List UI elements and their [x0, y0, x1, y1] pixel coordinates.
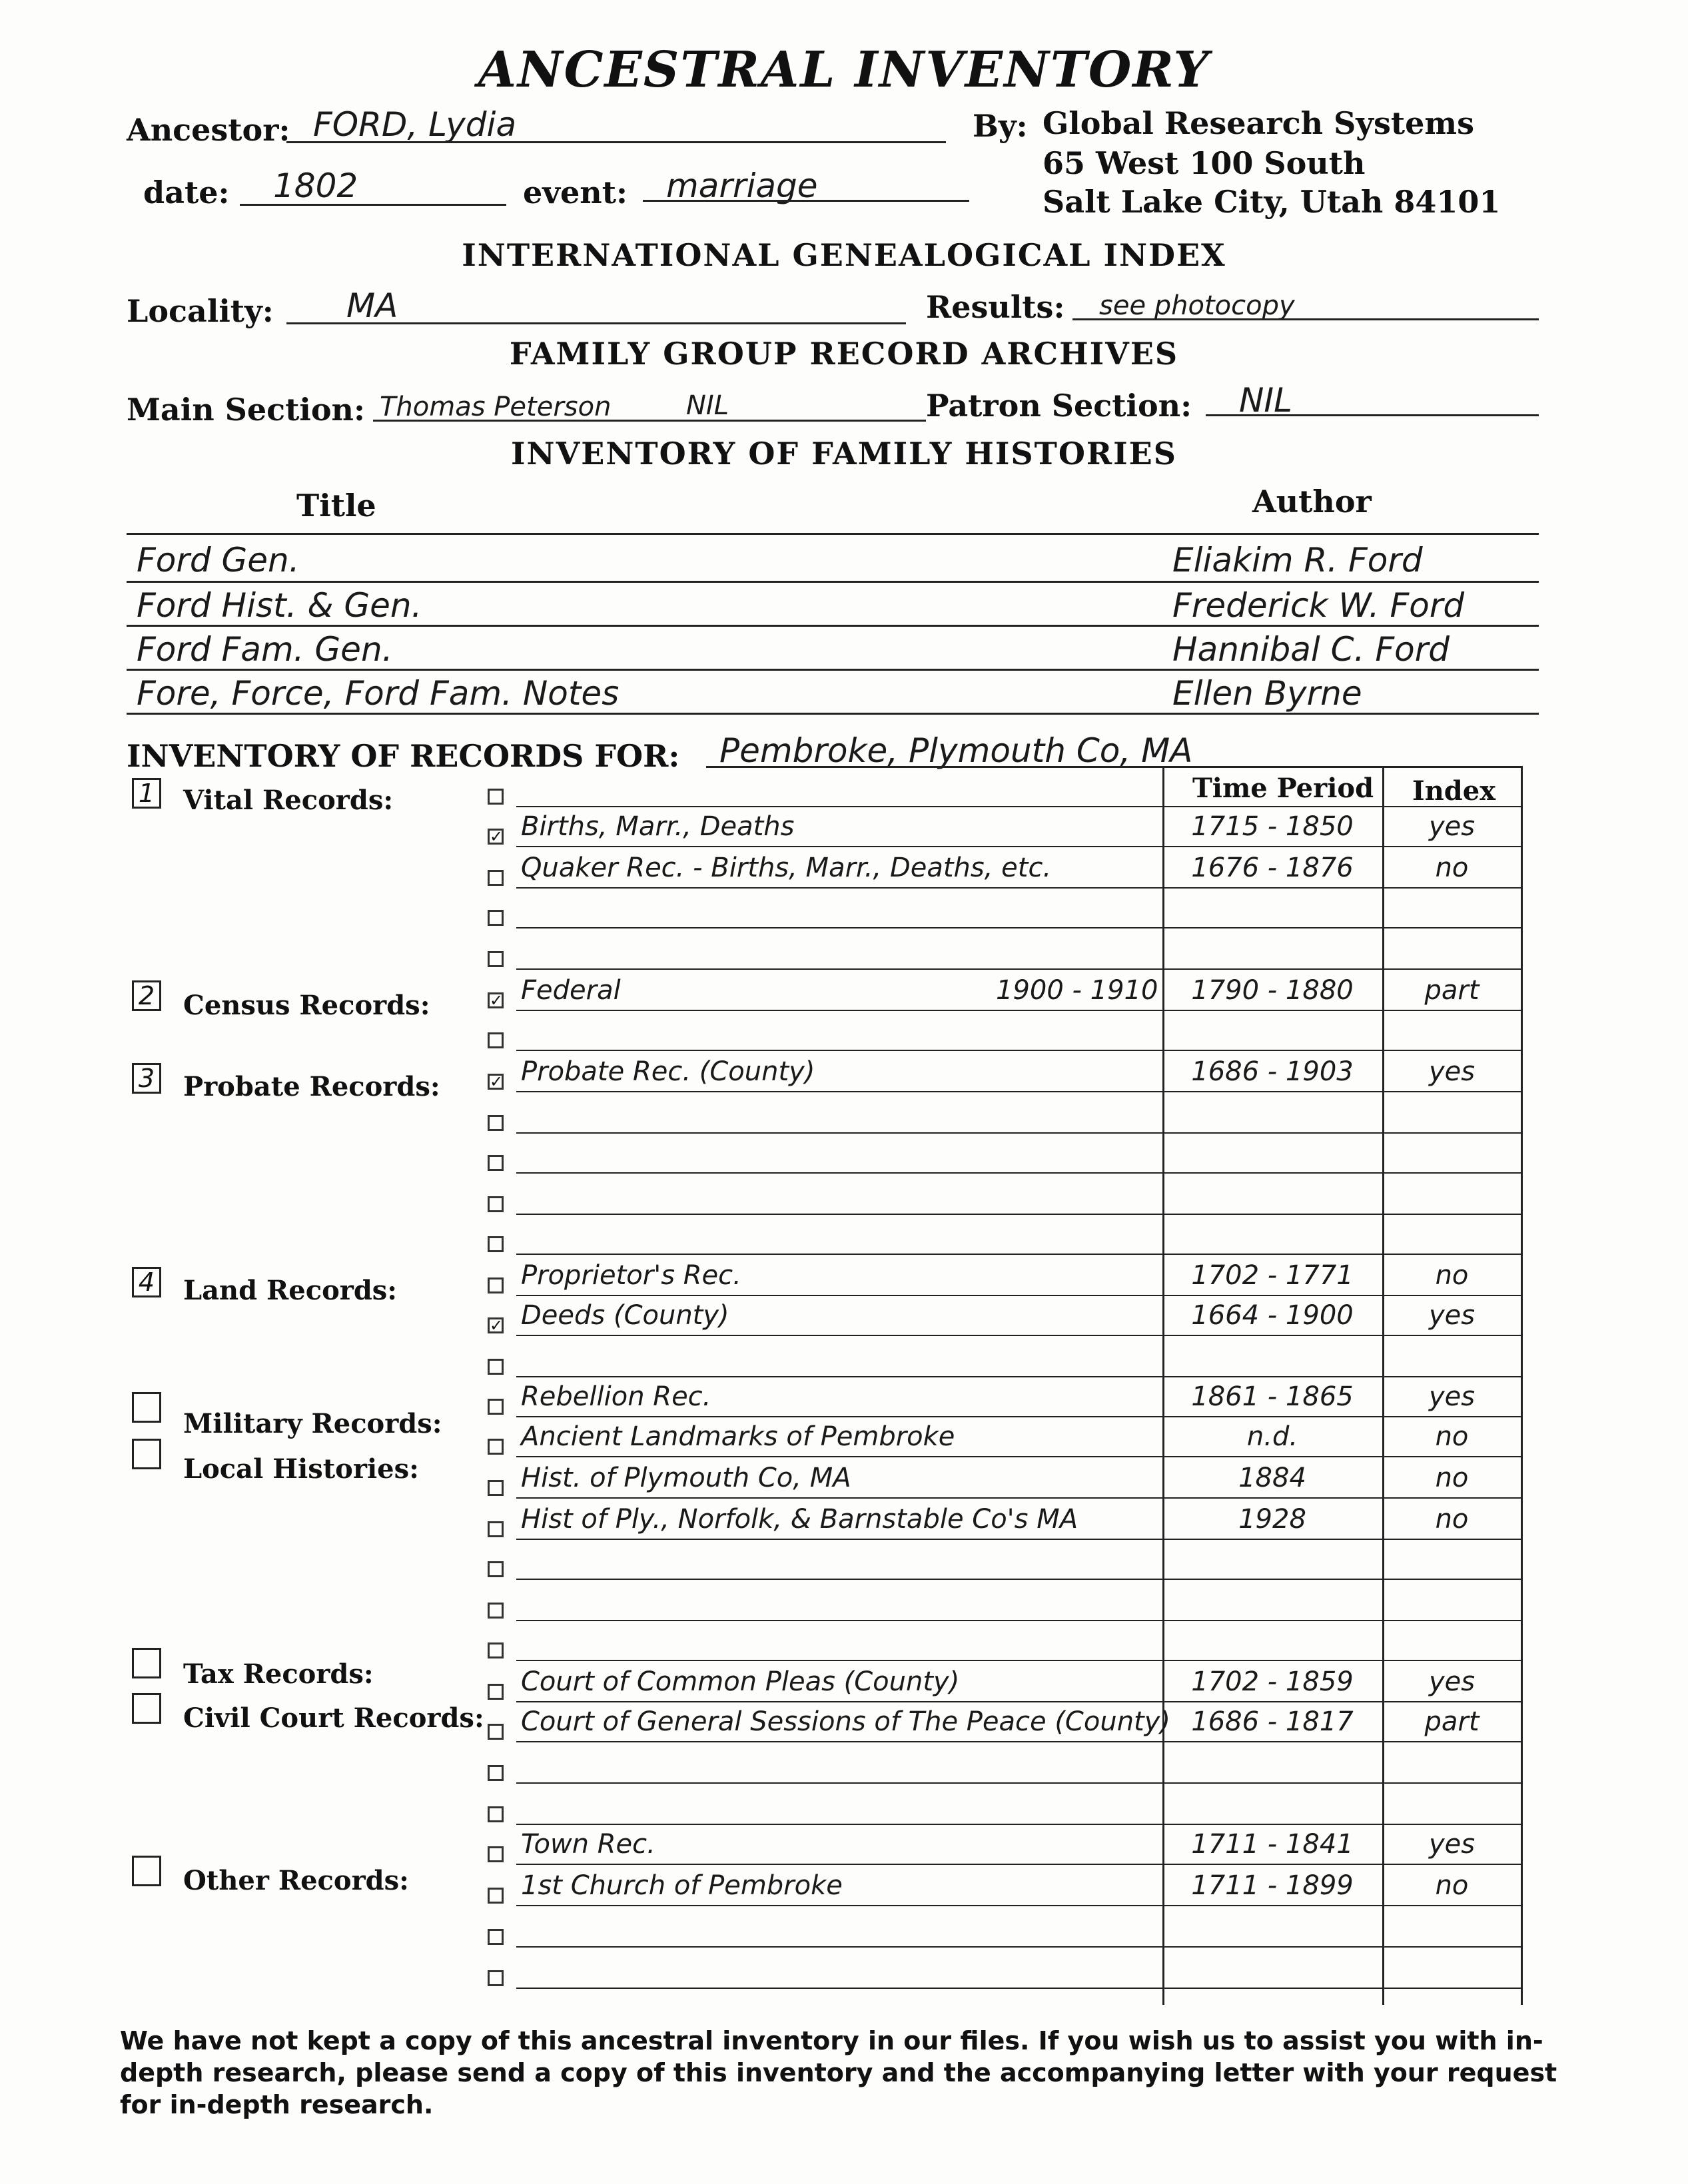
record-checkbox[interactable]	[488, 1929, 504, 1945]
record-checkbox[interactable]: ✓	[488, 1074, 504, 1090]
record-time-period: 1702 - 1771	[1191, 1260, 1354, 1291]
record-checkbox[interactable]	[488, 870, 504, 886]
history-title: Ford Gen.	[137, 541, 300, 579]
history-title: Fore, Force, Ford Fam. Notes	[137, 674, 620, 713]
other-records-number-box[interactable]	[132, 1856, 161, 1886]
main-section-underline	[373, 420, 926, 422]
record-row-rule	[516, 1010, 1522, 1011]
record-index-value: no	[1435, 1421, 1469, 1452]
record-time-period: 1715 - 1850	[1191, 811, 1354, 842]
histories-heading: INVENTORY OF FAMILY HISTORIES	[511, 436, 1177, 472]
results-underline	[1072, 318, 1539, 320]
record-row-rule	[516, 1741, 1522, 1742]
record-time-period: 1884	[1238, 1463, 1306, 1493]
record-row-rule	[516, 1539, 1522, 1540]
other-records-label: Other Records:	[183, 1865, 409, 1896]
history-author: Ellen Byrne	[1172, 674, 1362, 713]
record-description: Quaker Rec. - Births, Marr., Deaths, etc.	[521, 853, 1052, 883]
locality-value: MA	[346, 286, 398, 325]
records-place-underline	[706, 766, 1186, 768]
record-checkbox[interactable]	[488, 910, 504, 926]
record-index-value: part	[1424, 975, 1479, 1006]
history-title: Ford Hist. & Gen.	[137, 586, 422, 625]
igi-heading: INTERNATIONAL GENEALOGICAL INDEX	[462, 237, 1226, 273]
record-checkbox[interactable]	[488, 1155, 504, 1171]
date-label: date:	[143, 175, 230, 210]
military-records-label: Military Records:	[183, 1408, 442, 1439]
histories-header-rule	[127, 533, 1539, 535]
records-place: Pembroke, Plymouth Co, MA	[719, 731, 1193, 770]
record-checkbox[interactable]	[488, 1196, 504, 1212]
event-label: event:	[523, 175, 628, 210]
record-index-value: no	[1435, 853, 1469, 883]
record-description: Probate Rec. (County)	[521, 1056, 815, 1087]
table-right-border	[1521, 766, 1523, 2005]
record-row-rule	[516, 1376, 1522, 1377]
record-time-period: 1686 - 1817	[1191, 1706, 1354, 1737]
company-address-line1: 65 West 100 South	[1043, 145, 1366, 181]
record-row-rule	[516, 927, 1522, 928]
record-checkbox[interactable]	[488, 1684, 504, 1700]
record-checkbox[interactable]	[488, 1115, 504, 1131]
record-index-value: no	[1435, 1870, 1469, 1901]
military-records-number-box[interactable]	[132, 1392, 161, 1423]
record-checkbox[interactable]: ✓	[488, 992, 504, 1008]
patron-section-underline	[1206, 414, 1539, 416]
record-description: Rebellion Rec.	[521, 1381, 711, 1412]
local-histories-label: Local Histories:	[183, 1453, 419, 1485]
history-row-rule	[127, 581, 1539, 583]
record-time-period: 1686 - 1903	[1191, 1056, 1354, 1087]
history-author: Frederick W. Ford	[1172, 586, 1465, 625]
record-checkbox[interactable]	[488, 1236, 504, 1252]
history-author: Eliakim R. Ford	[1172, 541, 1423, 579]
record-checkbox[interactable]	[488, 1521, 504, 1537]
record-checkbox[interactable]	[488, 1603, 504, 1619]
record-checkbox[interactable]	[488, 1642, 504, 1658]
record-row-rule	[516, 1905, 1522, 1906]
record-index-value: yes	[1428, 1300, 1476, 1331]
record-row-rule	[516, 1172, 1522, 1174]
record-checkbox[interactable]	[488, 1561, 504, 1577]
event-value: marriage	[666, 167, 818, 205]
vital-records-label: Vital Records:	[183, 785, 394, 816]
record-row-rule	[516, 1416, 1522, 1417]
record-row-rule	[516, 1335, 1522, 1336]
record-description: Ancient Landmarks of Pembroke	[521, 1421, 955, 1452]
record-row-rule	[516, 1091, 1522, 1092]
record-description: Federal	[521, 975, 621, 1006]
record-checkbox[interactable]	[488, 1846, 504, 1862]
record-row-rule	[516, 1579, 1522, 1580]
record-description: Deeds (County)	[521, 1300, 729, 1331]
land-records-number-box[interactable]: 4	[132, 1267, 161, 1297]
page-title: ANCESTRAL INVENTORY	[478, 41, 1210, 99]
date-value: 1802	[273, 167, 358, 205]
record-index-value: yes	[1428, 1056, 1476, 1087]
results-label: Results:	[926, 289, 1065, 325]
main-section-value: Thomas Peterson	[380, 392, 612, 422]
index-column-divider	[1382, 766, 1384, 2005]
ancestor-value: FORD, Lydia	[313, 105, 517, 144]
main-section-value-2: NIL	[686, 390, 729, 421]
locality-underline	[286, 322, 906, 324]
results-value: see photocopy	[1099, 290, 1295, 321]
fgra-heading: FAMILY GROUP RECORD ARCHIVES	[509, 336, 1179, 372]
record-row-rule	[516, 1132, 1522, 1134]
probate-records-number-box[interactable]: 3	[132, 1063, 161, 1094]
record-row-rule	[516, 1497, 1522, 1499]
record-checkbox[interactable]	[488, 1806, 504, 1822]
patron-section-label: Patron Section:	[926, 388, 1192, 424]
record-checkbox[interactable]	[488, 1032, 504, 1048]
records-heading: INVENTORY OF RECORDS FOR:	[127, 738, 680, 774]
civil-court-records-number-box[interactable]	[132, 1693, 161, 1724]
time-period-header: Time Period	[1192, 773, 1374, 804]
record-time-period: 1861 - 1865	[1191, 1381, 1354, 1412]
index-header: Index	[1412, 775, 1496, 807]
record-row-rule	[516, 1620, 1522, 1621]
record-row-rule	[516, 1824, 1522, 1825]
record-time-period: n.d.	[1246, 1421, 1298, 1452]
record-row-rule	[516, 1050, 1522, 1051]
record-time-period: 1664 - 1900	[1191, 1300, 1354, 1331]
record-description: Hist of Ply., Norfolk, & Barnstable Co's MA	[521, 1504, 1078, 1535]
ancestor-label: Ancestor:	[127, 112, 290, 148]
record-row-rule	[516, 1864, 1522, 1865]
record-checkbox[interactable]	[488, 789, 504, 805]
time-column-divider	[1162, 766, 1164, 2005]
main-section-label: Main Section:	[127, 392, 365, 428]
record-checkbox[interactable]	[488, 951, 504, 967]
record-time-period: 1711 - 1841	[1191, 1829, 1354, 1860]
record-time-period: 1702 - 1859	[1191, 1666, 1354, 1697]
record-checkbox[interactable]	[488, 1277, 504, 1293]
history-row-rule	[127, 625, 1539, 627]
record-checkbox[interactable]	[488, 1399, 504, 1415]
record-row-rule	[516, 1782, 1522, 1784]
record-index-value: part	[1424, 1706, 1479, 1737]
record-time-period: 1928	[1238, 1504, 1306, 1535]
record-row-rule	[516, 968, 1522, 970]
tax-records-label: Tax Records:	[183, 1658, 374, 1690]
record-index-value: yes	[1428, 1666, 1476, 1697]
record-row-rule	[516, 1660, 1522, 1661]
record-checkbox[interactable]: ✓	[488, 829, 504, 845]
census-records-number-box[interactable]: 2	[132, 980, 161, 1011]
company-name: Global Research Systems	[1043, 105, 1474, 141]
tax-records-number-box[interactable]	[132, 1648, 161, 1678]
record-index-value: no	[1435, 1260, 1469, 1291]
record-time-period: 1790 - 1880	[1191, 975, 1354, 1006]
civil-court-records-label: Civil Court Records:	[183, 1702, 484, 1734]
land-records-label: Land Records:	[183, 1275, 398, 1306]
record-row-rule	[516, 1254, 1522, 1255]
record-row-rule	[516, 1295, 1522, 1296]
history-row-rule	[127, 669, 1539, 671]
record-checkbox[interactable]	[488, 1359, 504, 1375]
record-description: Proprietor's Rec.	[521, 1260, 741, 1291]
record-row-rule	[516, 1214, 1522, 1215]
history-row-rule	[127, 713, 1539, 715]
record-checkbox[interactable]	[488, 1970, 504, 1986]
locality-label: Locality:	[127, 293, 274, 329]
record-index-value: no	[1435, 1463, 1469, 1493]
record-checkbox[interactable]: ✓	[488, 1317, 504, 1333]
record-index-value: no	[1435, 1504, 1469, 1535]
event-underline	[643, 200, 969, 202]
records-table-top-rule	[1162, 766, 1522, 768]
vital-records-number-box[interactable]: 1	[132, 778, 161, 809]
record-note: 1900 - 1910	[996, 975, 1158, 1006]
record-time-period: 1711 - 1899	[1191, 1870, 1354, 1901]
record-description: 1st Church of Pembroke	[521, 1870, 843, 1901]
record-index-value: yes	[1428, 811, 1476, 842]
record-index-value: yes	[1428, 1829, 1476, 1860]
record-index-value: yes	[1428, 1381, 1476, 1412]
record-checkbox[interactable]	[488, 1888, 504, 1904]
date-underline	[240, 204, 506, 206]
record-description: Town Rec.	[521, 1829, 655, 1860]
record-row-rule	[516, 1988, 1522, 1989]
record-description: Hist. of Plymouth Co, MA	[521, 1463, 851, 1493]
histories-author-header: Author	[1252, 484, 1372, 520]
footer-note: We have not kept a copy of this ancestral inventory in our files. If you wish us to assist you with in-depth research, please send a copy of this inventory and the accompanying letter with your request for in-depth research.	[120, 2026, 1557, 2119]
by-label: By:	[973, 108, 1028, 144]
record-description: Births, Marr., Deaths	[521, 811, 795, 842]
record-checkbox[interactable]	[488, 1439, 504, 1455]
record-description: Court of Common Pleas (County)	[521, 1666, 960, 1697]
record-description: Court of General Sessions of The Peace (County)	[521, 1706, 1170, 1737]
record-row-rule	[516, 846, 1522, 847]
company-address-line2: Salt Lake City, Utah 84101	[1043, 184, 1501, 220]
history-author: Hannibal C. Ford	[1172, 630, 1450, 669]
local-histories-number-box[interactable]	[132, 1439, 161, 1469]
record-checkbox[interactable]	[488, 1480, 504, 1496]
record-checkbox[interactable]	[488, 1724, 504, 1740]
history-title: Ford Fam. Gen.	[137, 630, 393, 669]
patron-section-value: NIL	[1239, 381, 1293, 420]
record-row-rule	[516, 1456, 1522, 1457]
record-row-rule	[516, 806, 1522, 807]
histories-title-header: Title	[296, 488, 376, 524]
record-time-period: 1676 - 1876	[1191, 853, 1354, 883]
probate-records-label: Probate Records:	[183, 1071, 440, 1102]
record-row-rule	[516, 1701, 1522, 1702]
census-records-label: Census Records:	[183, 990, 430, 1021]
record-row-rule	[516, 887, 1522, 889]
record-checkbox[interactable]	[488, 1765, 504, 1781]
ancestor-underline	[286, 141, 946, 143]
record-row-rule	[516, 1946, 1522, 1948]
